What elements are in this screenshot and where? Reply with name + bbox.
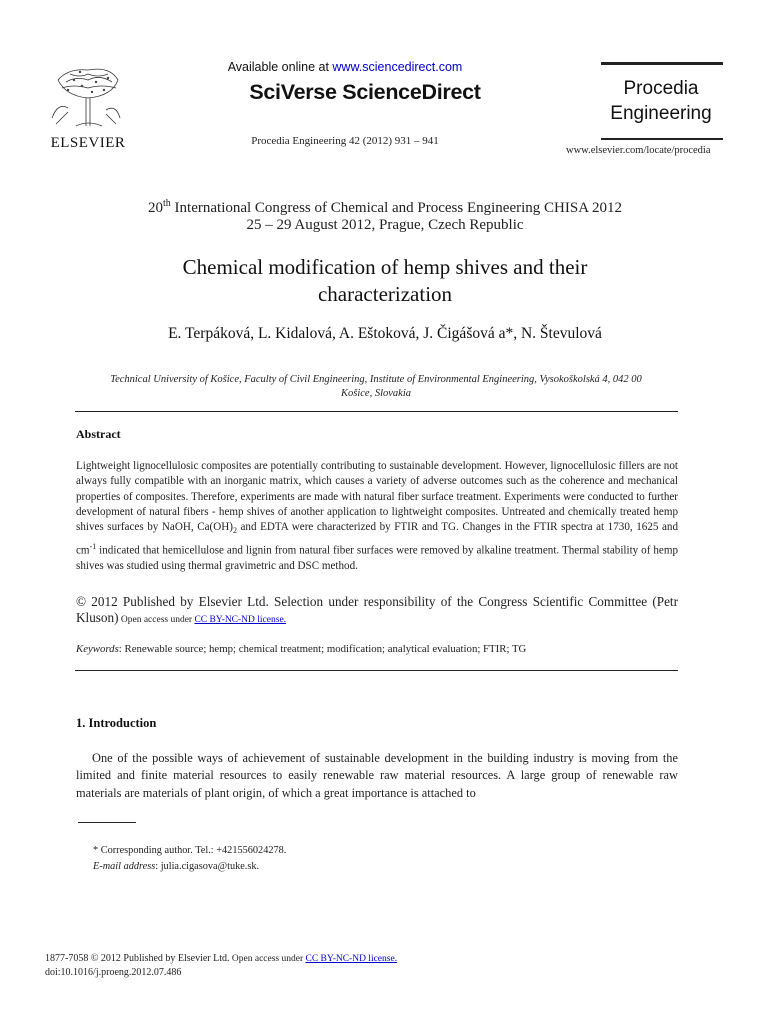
paper-title-line1: Chemical modification of hemp shives and their: [182, 255, 588, 279]
affiliation-line2: Košice, Slovakia: [341, 388, 411, 399]
journal-name-line2: Engineering: [610, 103, 712, 124]
journal-box-bottom-rule: [601, 138, 723, 140]
abstract-text-part3: indicated that hemicellulose and lignin from natural fiber surfaces were removed by alkaline treatment. Thermal stability of hemp shives was studied using thermal gravimetric and DSC method.: [76, 544, 678, 572]
journal-reference: Procedia Engineering 42 (2012) 931 – 941: [251, 135, 439, 147]
elsevier-wordmark: ELSEVIER: [50, 135, 126, 151]
journal-box-top-rule: [601, 62, 723, 65]
journal-url[interactable]: www.elsevier.com/locate/procedia: [566, 145, 711, 156]
sciencedirect-link[interactable]: www.sciencedirect.com: [332, 60, 463, 74]
paper-title-line2: characterization: [317, 282, 453, 306]
footer-doi[interactable]: doi:10.1016/j.proeng.2012.07.486: [45, 967, 182, 978]
affiliation: [74, 373, 678, 401]
conference-name: [60, 198, 710, 217]
journal-name: [594, 76, 728, 126]
abstract-superscript: -1: [89, 541, 97, 551]
footnote-separator: [78, 822, 136, 823]
abstract-bottom-rule: [75, 670, 678, 671]
copyright-statement: [76, 594, 678, 628]
conference-ordinal: 20: [148, 200, 164, 216]
keywords-text: : Renewable source; hemp; chemical treatment; modification; analytical evaluation; FTIR; TG: [118, 643, 527, 655]
journal-name-line1: Procedia: [623, 78, 699, 99]
footer-issn-text: 1877-7058 © 2012 Published by Elsevier Ltd.: [45, 953, 230, 964]
conference-ordinal-suffix: th: [163, 198, 171, 209]
authors: E. Terpáková, L. Kidalová, A. Eštoková, J. Čigášová a*, N. Števulová: [168, 325, 602, 342]
open-access-prefix: Open access under: [118, 615, 195, 625]
conference-title: International Congress of Chemical and Process Engineering CHISA 2012: [170, 200, 622, 216]
abstract-subscript: 2: [232, 526, 237, 536]
abstract-heading: Abstract: [76, 427, 121, 441]
footer-license-link[interactable]: CC BY-NC-ND license.: [305, 954, 398, 964]
sciverse-brand: SciVerse ScienceDirect: [249, 80, 481, 104]
email-address: : julia.cigasova@tuke.sk.: [155, 860, 260, 872]
abstract-text-part1: Lightweight lignocellulosic composites are potentially contributing to sustainable development. However, lignocellulosic fillers are not always fully compatible with an inorganic matrix, which causes a variety of adverse outcomes such as the coherence and mechanical properties of composites. Therefore, experiments are made with natural fiber surface treatment. Experiments were conducted to further development of natural fibers - hemp shives of another application to lightweight composites. Untreated and chemically treated hemp shives surfaces by NaOH, Ca(OH): [76, 460, 678, 534]
intro-body: One of the possible ways of achievement of sustainable development in the building industry is moving from the limited and finite material resources to easily renewable raw material resources. A large group of renewable raw materials are materials of plant origin, of which a great importance is attached to: [76, 751, 678, 800]
copyright-text: © 2012 Published by Elsevier Ltd. Selection under responsibility of the Congress Scientific Committee (Petr Kluson): [76, 594, 678, 625]
email-line: [93, 859, 653, 875]
abstract-body: [76, 459, 678, 574]
available-online-prefix: Available online at: [227, 60, 333, 74]
email-label: E-mail address: [93, 860, 156, 872]
elsevier-tree-icon: [46, 62, 130, 128]
footer-issn: [45, 953, 645, 964]
conference-dates-place: 25 – 29 August 2012, Prague, Czech Republic: [246, 217, 524, 233]
paper-title: [60, 254, 710, 308]
footer-open-access: Open access under: [229, 954, 306, 964]
abstract-text-part2: and EDTA were characterized by FTIR and TG. Changes in the FTIR spectra at 1730, 1625 and cm: [76, 521, 678, 557]
intro-heading: 1. Introduction: [76, 716, 157, 730]
footnote: [93, 843, 653, 874]
available-online-line: [200, 60, 490, 74]
license-link[interactable]: CC BY-NC-ND license.: [194, 615, 287, 625]
corresponding-author: * Corresponding author. Tel.: +421556024278.: [93, 845, 287, 856]
elsevier-logo: [46, 62, 130, 151]
keywords: [76, 643, 678, 655]
abstract-top-rule: [75, 411, 678, 412]
keywords-label: Keywords: [76, 643, 119, 655]
affiliation-line1: Technical University of Košice, Faculty of Civil Engineering, Institute of Environmental Engineering, Vysokoškolská 4, 042 00: [110, 374, 642, 385]
